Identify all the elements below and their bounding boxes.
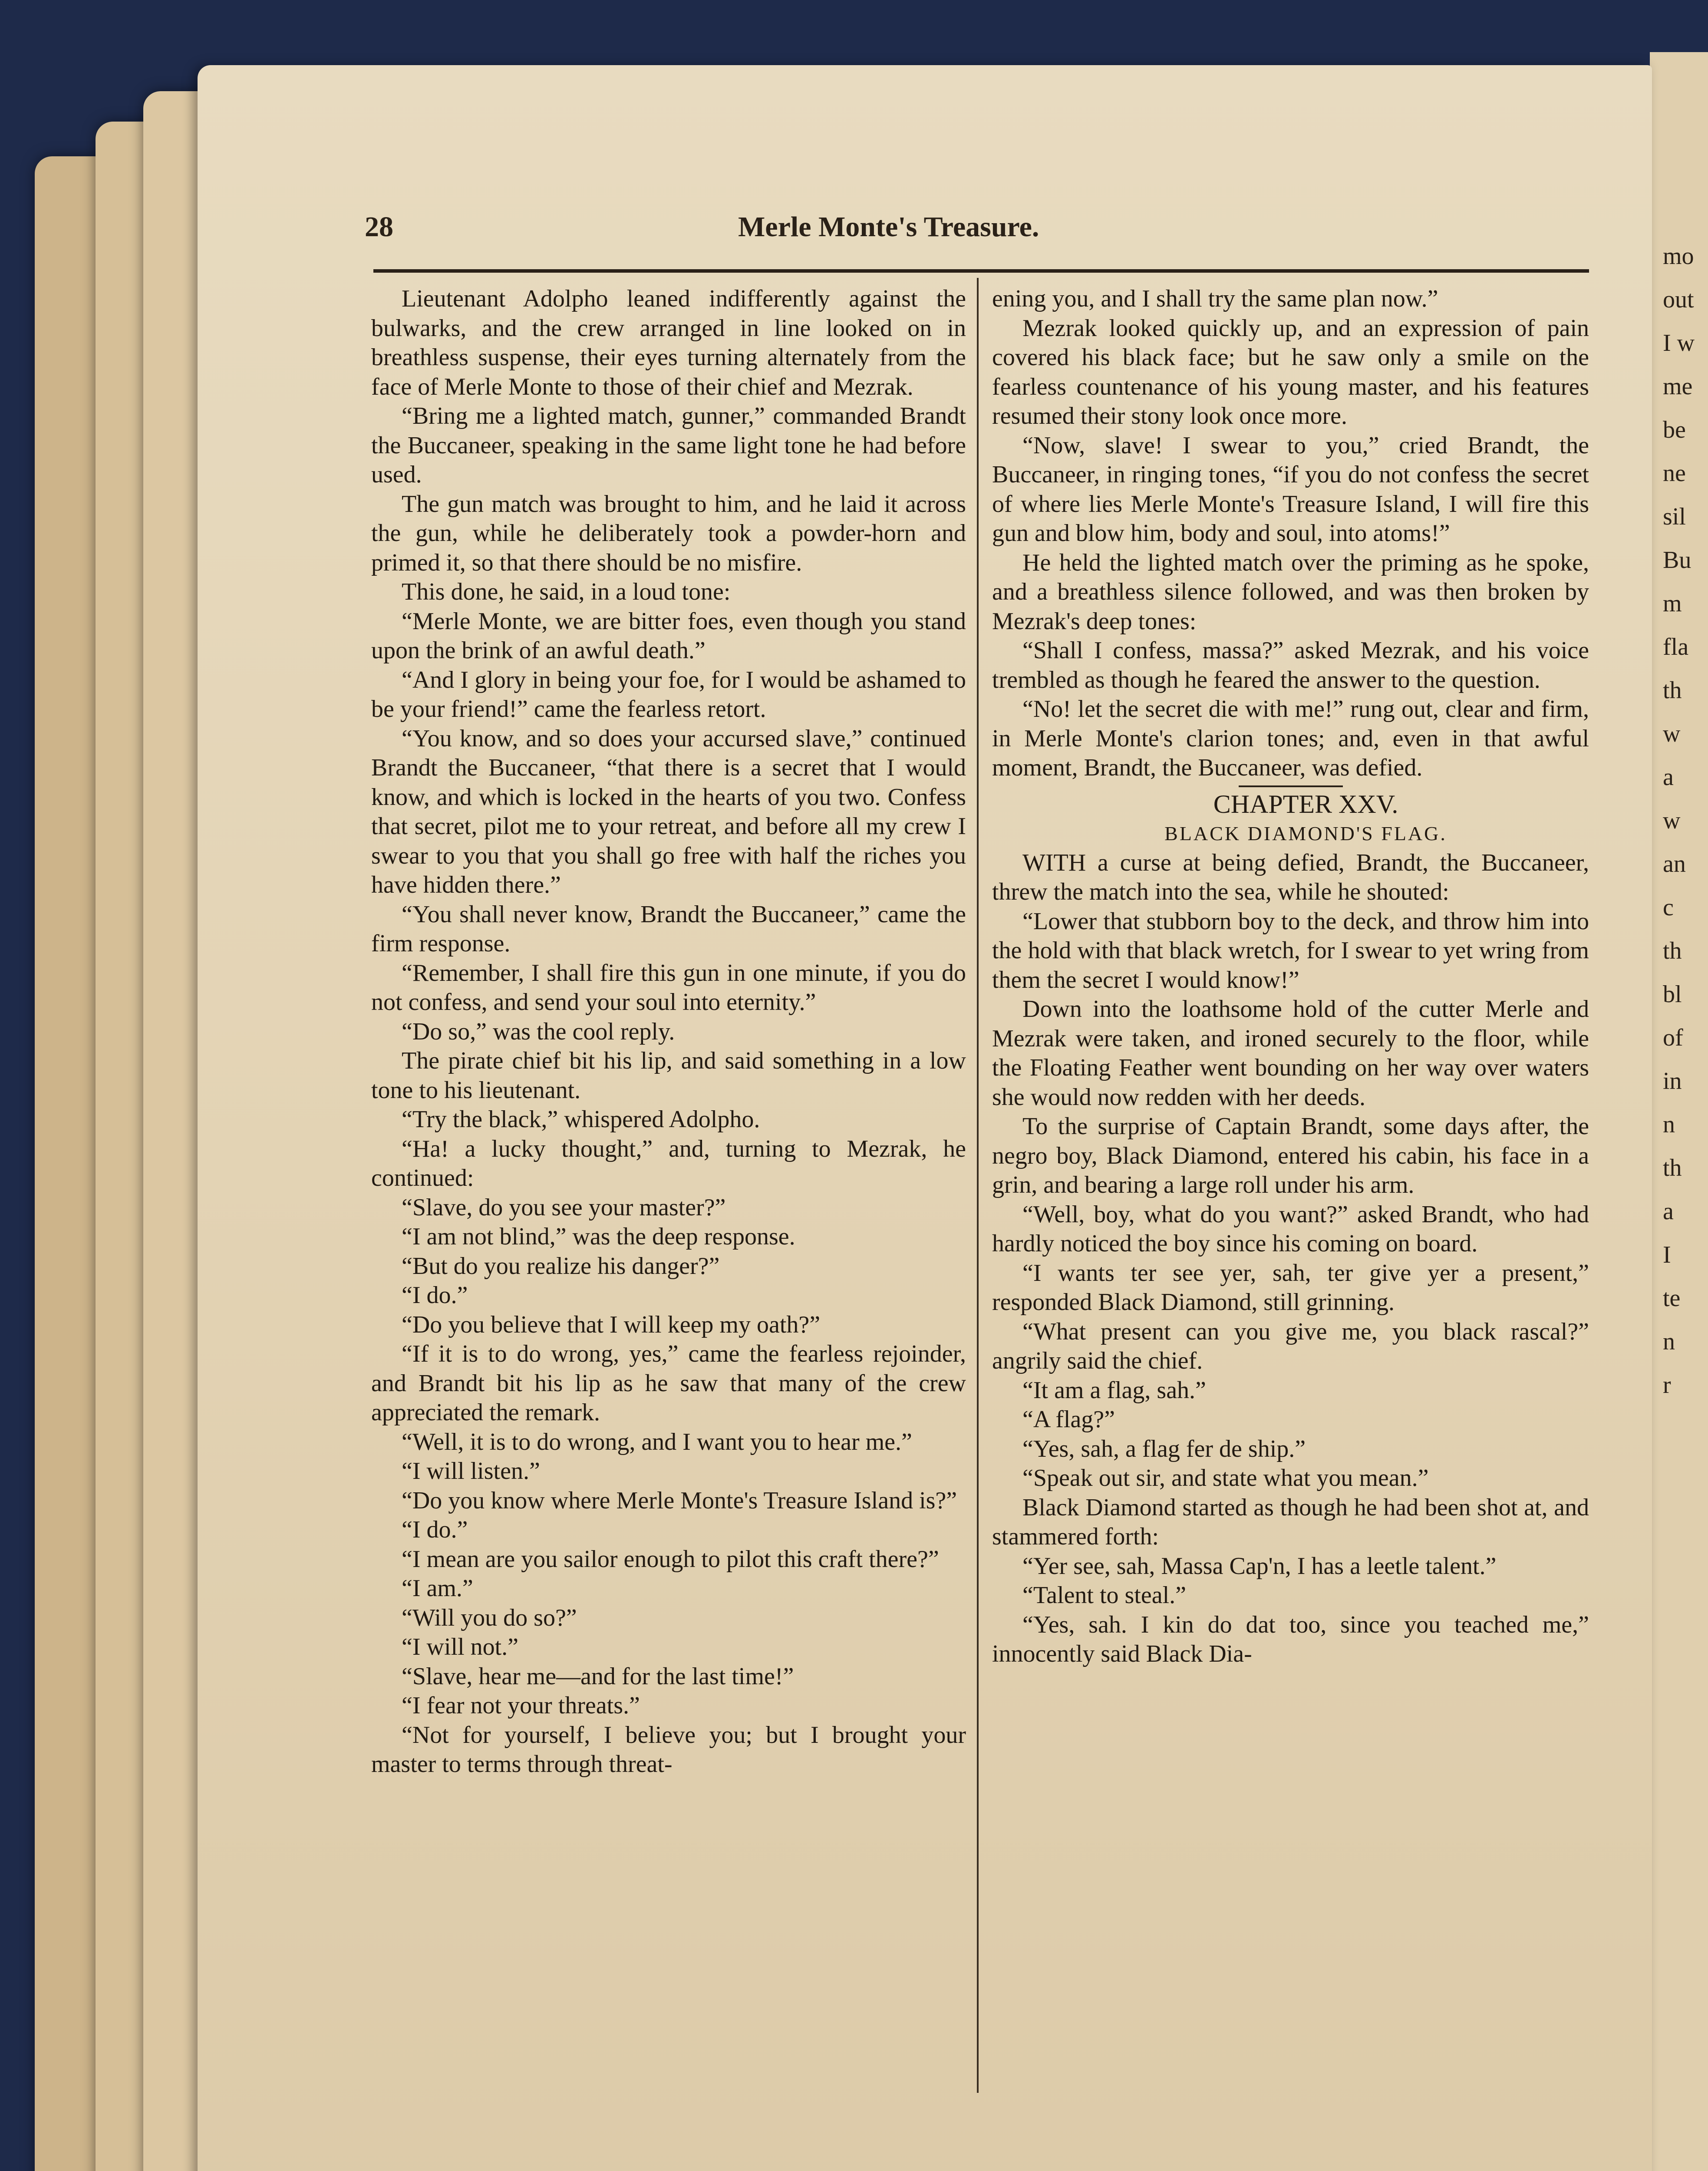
facing-page-fragment: an	[1663, 851, 1686, 878]
facing-page-fragment: sil	[1663, 503, 1686, 530]
page-header	[365, 211, 1585, 250]
paragraph: “Talent to steal.”	[1022, 1582, 1187, 1609]
paragraph: “Not for yourself, I believe you; but I brought your master to terms through threat-	[371, 1721, 966, 1778]
facing-page-fragment: I	[1663, 1241, 1671, 1268]
facing-page-fragment: th	[1663, 1155, 1682, 1181]
paragraph: “Do you know where Merle Monte's Treasure Island is?”	[402, 1487, 957, 1514]
facing-page-fragment: c	[1663, 894, 1674, 921]
chapter-rule	[1239, 785, 1343, 787]
paragraph: “I fear not your threats.”	[402, 1692, 640, 1719]
left-column	[371, 284, 966, 1779]
paragraph: “Ha! a lucky thought,” and, turning to Mezrak, he continued:	[371, 1135, 966, 1191]
paragraph: “Yes, sah, a flag fer de ship.”	[1022, 1435, 1306, 1462]
paragraph: The gun match was brought to him, and he laid it across the gun, while he deliberately took a powder-horn and primed it, so that there should be no misfire.	[371, 490, 966, 576]
chapter-subtitle: BLACK DIAMOND'S FLAG.	[1164, 822, 1447, 845]
paragraph: “Bring me a lighted match, gunner,” commanded Brandt the Buccaneer, speaking in the same light tone he had before used.	[371, 403, 966, 488]
paragraph: “No! let the secret die with me!” rung out, clear and firm, in Merle Monte's clarion tones; and, even in that awful moment, Brandt, the Buccaneer, was defied.	[992, 696, 1589, 781]
paragraph: WITH a curse at being defied, Brandt, the Buccaneer, threw the match into the sea, while he shouted:	[992, 849, 1589, 905]
paragraph: “It am a flag, sah.”	[1022, 1376, 1206, 1404]
facing-page-fragment: in	[1663, 1068, 1682, 1095]
paragraph: This done, he said, in a loud tone:	[402, 578, 731, 605]
chapter-heading: CHAPTER XXV.	[1213, 789, 1398, 818]
paragraph: To the surprise of Captain Brandt, some days after, the negro boy, Black Diamond, entered his cabin, his face in a grin, and bearing a large roll under his arm.	[992, 1113, 1589, 1198]
facing-page-fragment: ne	[1663, 460, 1686, 487]
facing-page-fragment: mo	[1663, 243, 1694, 270]
paragraph: “I wants ter see yer, sah, ter give yer a present,” responded Black Diamond, still grinning.	[992, 1259, 1589, 1316]
facing-page-text	[1663, 234, 1708, 1407]
facing-page-fragment: a	[1663, 764, 1674, 791]
paragraph: “Now, slave! I swear to you,” cried Brandt, the Buccaneer, in ringing tones, “if you do not confess the secret of where lies Merle Monte's Treasure Island, I will fire this gun and blow him, body and soul, into atoms!”	[992, 432, 1589, 547]
paragraph: “Remember, I shall fire this gun in one minute, if you do not confess, and send your soul into eternity.”	[371, 959, 966, 1016]
facing-page-fragment: of	[1663, 1024, 1683, 1051]
paragraph: “I am.”	[402, 1575, 473, 1602]
facing-page-fragment: Bu	[1663, 547, 1692, 574]
paragraph: “What present can you give me, you black rascal?” angrily said the chief.	[992, 1318, 1589, 1374]
paragraph: “Well, it is to do wrong, and I want you to hear me.”	[402, 1428, 912, 1455]
facing-page-fragment: be	[1663, 416, 1686, 443]
paragraph: “Slave, do you see your master?”	[402, 1194, 726, 1221]
paragraph: “Slave, hear me—and for the last time!”	[402, 1663, 794, 1690]
paragraph: “A flag?”	[1022, 1406, 1115, 1433]
paragraph: “I will listen.”	[402, 1458, 540, 1485]
paragraph: “If it is to do wrong, yes,” came the fearless rejoinder, and Brandt bit his lip as he saw that many of the crew appreciated the remark.	[371, 1340, 966, 1426]
facing-page-fragment: a	[1663, 1198, 1674, 1225]
paragraph: “You know, and so does your accursed slave,” continued Brandt the Buccaneer, “that there is a secret that I would know, and which is locked in the hearts of you two. Confess that secret, pilot me to your retreat, and before all my crew I swear to you that you shall go free with half the riches you have hidden there.”	[371, 725, 966, 898]
paragraph: “Shall I confess, massa?” asked Mezrak, and his voice trembled as though he feared the answer to the question.	[992, 637, 1589, 693]
facing-page-fragment: m	[1663, 590, 1682, 617]
facing-page-fragment: me	[1663, 373, 1693, 400]
paragraph: “Speak out sir, and state what you mean.”	[1022, 1465, 1429, 1491]
paragraph: ening you, and I shall try the same plan now.”	[992, 285, 1438, 312]
paragraph: “Well, boy, what do you want?” asked Brandt, who had hardly noticed the boy since his coming on board.	[992, 1201, 1589, 1257]
paragraph: “Do so,” was the cool reply.	[402, 1018, 675, 1045]
paragraph: “Lower that stubborn boy to the deck, and throw him into the hold with that black wretch, for I swear to yet wring from them the secret I would know!”	[992, 907, 1589, 993]
paragraph: “I do.”	[402, 1516, 468, 1543]
paragraph: “You shall never know, Brandt the Buccaneer,” came the firm response.	[371, 901, 966, 957]
facing-page-fragment: te	[1663, 1285, 1681, 1312]
paragraph: “Try the black,” whispered Adolpho.	[402, 1106, 760, 1133]
paragraph: “Merle Monte, we are bitter foes, even though you stand upon the brink of an awful death.”	[371, 607, 966, 664]
paragraph: Black Diamond started as though he had been shot at, and stammered forth:	[992, 1494, 1589, 1550]
paragraph: He held the lighted match over the priming as he spoke, and a breathless silence followed, and was then broken by Mezrak's deep tones:	[992, 549, 1589, 635]
paragraph: Down into the loathsome hold of the cutter Merle and Mezrak were taken, and ironed securely to the floor, while the Floating Feather went bounding on her way over waters she would now redden with her deeds.	[992, 996, 1589, 1111]
paragraph: Mezrak looked quickly up, and an expression of pain covered his black face; but he saw only a smile on the fearless countenance of his young master, and his features resumed their stony look once more.	[992, 314, 1589, 429]
paragraph: “But do you realize his danger?”	[402, 1252, 720, 1280]
facing-page-fragment: r	[1663, 1372, 1671, 1399]
header-rule	[373, 269, 1589, 273]
running-title: Merle Monte's Treasure.	[738, 211, 1039, 243]
column-divider	[977, 278, 979, 2093]
facing-page-fragment: w	[1663, 720, 1681, 747]
paragraph: Lieutenant Adolpho leaned indifferently against the bulwarks, and the crew arranged in line looked on in breathless suspense, their eyes turning alternately from the face of Merle Monte to those of their chief and Mezrak.	[371, 285, 966, 400]
paragraph: “And I glory in being your foe, for I would be ashamed to be your friend!” came the fearless retort.	[371, 666, 966, 723]
paragraph: “I will not.”	[402, 1633, 519, 1660]
paragraph: “I mean are you sailor enough to pilot this craft there?”	[402, 1545, 939, 1573]
paragraph: “Do you believe that I will keep my oath?”	[402, 1311, 821, 1338]
facing-page-fragment: fla	[1663, 633, 1689, 660]
facing-page-fragment: bl	[1663, 981, 1682, 1008]
paragraph: “Yes, sah. I kin do dat too, since you teached me,” innocently said Black Dia-	[992, 1611, 1589, 1667]
facing-page-fragment: th	[1663, 677, 1682, 704]
page-number: 28	[365, 211, 393, 243]
paragraph: The pirate chief bit his lip, and said something in a low tone to his lieutenant.	[371, 1047, 966, 1104]
paragraph: “I do.”	[402, 1282, 468, 1309]
facing-page-fragment: w	[1663, 807, 1681, 834]
facing-page-fragment: th	[1663, 937, 1682, 964]
right-column	[992, 284, 1589, 1669]
facing-page-fragment: n	[1663, 1328, 1675, 1355]
facing-page-fragment: out	[1663, 286, 1694, 313]
paragraph: “Will you do so?”	[402, 1604, 577, 1631]
paragraph: “I am not blind,” was the deep response.	[402, 1223, 795, 1250]
facing-page-fragment: I w	[1663, 330, 1695, 356]
facing-page-fragment: n	[1663, 1111, 1675, 1138]
paragraph: “Yer see, sah, Massa Cap'n, I has a leetle talent.”	[1022, 1552, 1497, 1580]
